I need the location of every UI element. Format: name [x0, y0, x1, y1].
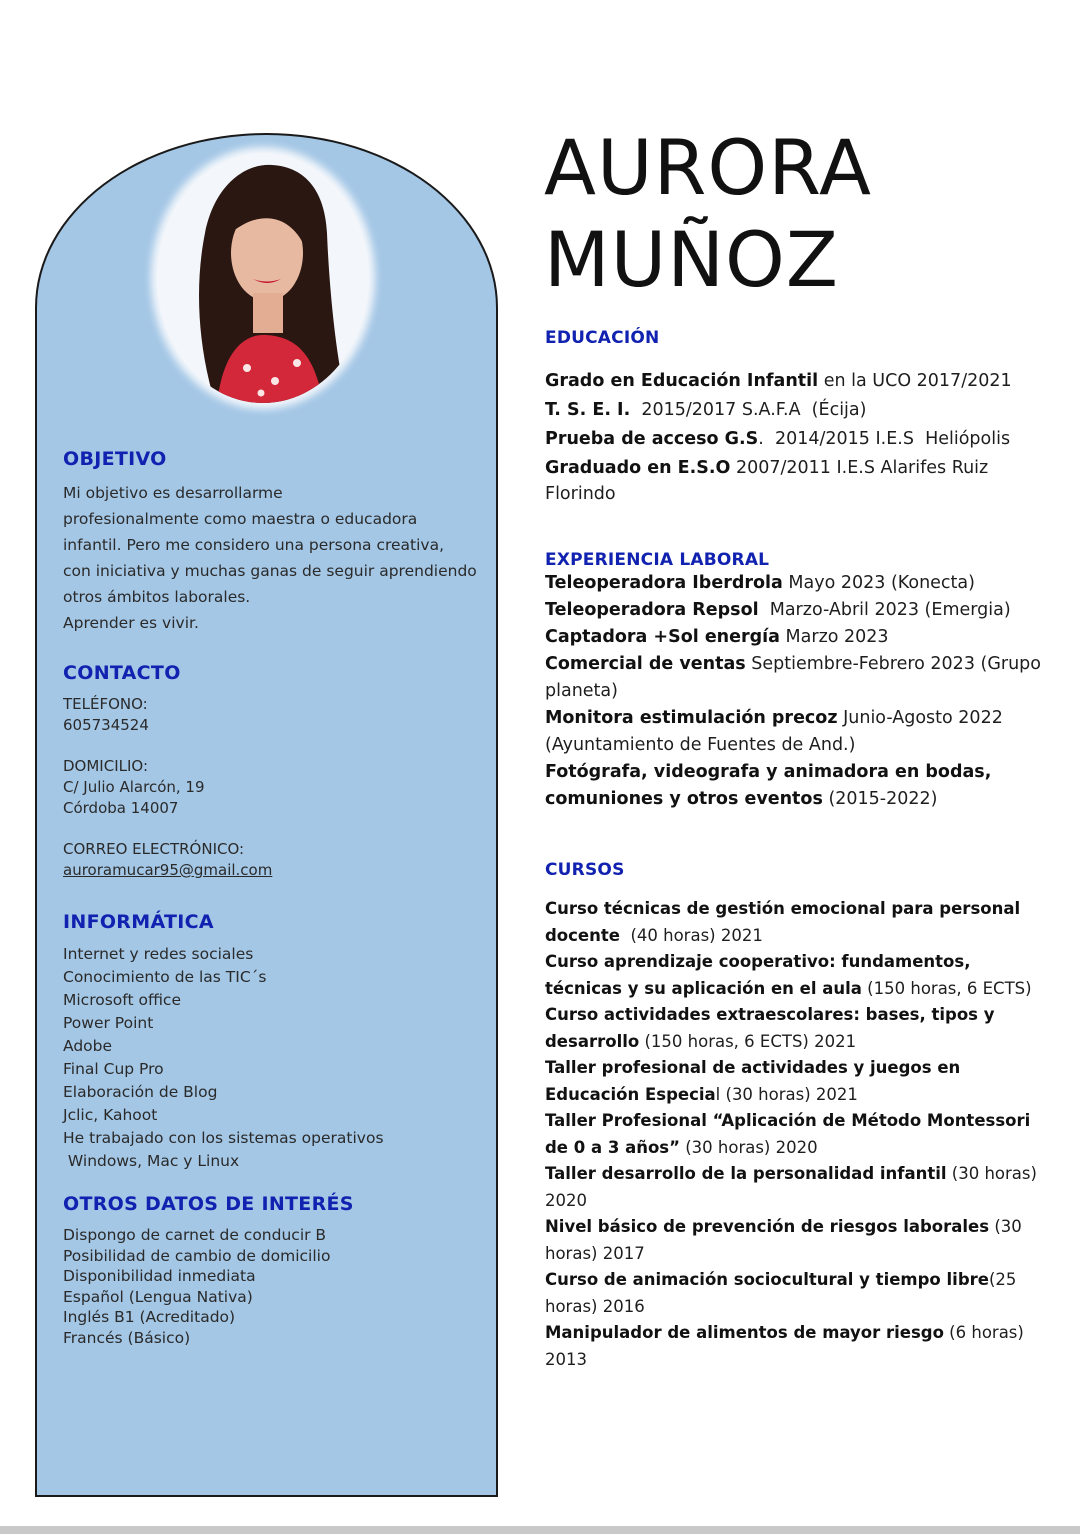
other-list	[63, 1225, 498, 1348]
course-item	[545, 1267, 1045, 1320]
sidebar-panel	[35, 133, 498, 1497]
email-block	[63, 839, 498, 881]
course-item	[545, 1055, 1045, 1108]
address-label: DOMICILIO:	[63, 757, 148, 775]
objective-line: con iniciativa y muchas ganas de seguir aprendiendo	[63, 562, 477, 580]
list-item: Dispongo de carnet de conducir B	[63, 1226, 327, 1244]
course-item-title: Manipulador de alimentos de mayor riesgo	[545, 1323, 944, 1342]
list-item: Internet y redes sociales	[63, 945, 254, 963]
education-item-title: T. S. E. I.	[545, 400, 631, 420]
experience-item-title: Comercial de ventas	[545, 654, 746, 674]
list-item: Adobe	[63, 1037, 113, 1055]
course-item-detail: (40 horas) 2021	[619, 925, 763, 945]
list-item: Francés (Básico)	[63, 1328, 191, 1347]
email-link[interactable]: auroramucar95@gmail.com	[63, 861, 273, 879]
list-item: Inglés B1 (Acreditado)	[63, 1308, 236, 1326]
list-item: Posibilidad de cambio de domicilio	[63, 1246, 331, 1265]
experience-item-title: Captadora +Sol energía	[545, 627, 780, 647]
experience-section	[545, 550, 1045, 813]
course-item-detail: (25 horas) 2016	[545, 1270, 1017, 1316]
email-label: CORREO ELECTRÓNICO:	[63, 840, 245, 858]
education-list	[545, 368, 1045, 507]
experience-item-title: Teleoperadora Iberdrola	[545, 573, 783, 593]
experience-item-title: Fotógrafa, videografa y animadora en bodas, comuniones y otros eventos	[545, 762, 992, 809]
objective-text	[63, 480, 498, 636]
list-item: Jclic, Kahoot	[63, 1106, 158, 1124]
course-item-title: Nivel básico de prevención de riesgos laborales	[545, 1217, 990, 1236]
name-last: MUÑOZ	[544, 215, 839, 304]
course-item-title: Curso aprendizaje cooperativo: fundamentos, técnicas y su aplicación en el aula	[545, 952, 971, 998]
experience-item-detail: Marzo 2023	[779, 627, 889, 647]
course-item-title: Curso de animación sociocultural y tiempo libre	[545, 1270, 989, 1289]
address-line: Córdoba 14007	[63, 799, 179, 817]
objective-heading: OBJETIVO	[63, 448, 167, 470]
experience-item	[545, 651, 1045, 705]
course-item	[545, 949, 1045, 1002]
experience-item-detail: Septiembre-Febrero 2023 (Grupo planeta)	[545, 654, 1041, 701]
education-item-detail: . 2014/2015 I.E.S Heliópolis	[758, 429, 1011, 449]
course-item	[545, 1214, 1045, 1267]
address-line: C/ Julio Alarcón, 19	[63, 778, 205, 796]
education-item	[545, 455, 1045, 507]
experience-item	[545, 624, 1045, 651]
candidate-name	[544, 122, 872, 306]
experience-list	[545, 570, 1045, 813]
other-heading: OTROS DATOS DE INTERÉS	[63, 1193, 354, 1215]
course-item-detail: l (30 horas) 2021	[715, 1084, 858, 1104]
profile-photo	[157, 153, 369, 403]
objective-line: Aprender es vivir.	[63, 614, 199, 632]
experience-item-detail: Marzo-Abril 2023 (Emergia)	[758, 600, 1011, 620]
education-item	[545, 368, 1045, 394]
it-list	[63, 943, 498, 1173]
phone-value: 605734524	[63, 716, 149, 734]
course-item-title: Taller Profesional “Aplicación de Método Montessori de 0 a 3 años”	[545, 1111, 1031, 1157]
it-heading: INFORMÁTICA	[63, 911, 214, 933]
page-bottom-divider	[0, 1526, 1080, 1534]
list-item: Windows, Mac y Linux	[63, 1152, 240, 1170]
address-block	[63, 756, 498, 819]
courses-list	[545, 896, 1045, 1373]
education-item-detail: 2015/2017 S.A.F.A (Écija)	[630, 400, 867, 420]
experience-item-detail: Junio-Agosto 2022 (Ayuntamiento de Fuentes de And.)	[545, 708, 1003, 755]
course-item	[545, 1002, 1045, 1055]
education-item-title: Graduado en E.S.O	[545, 458, 731, 478]
course-item-title: Taller desarrollo de la personalidad infantil	[545, 1164, 947, 1183]
list-item: Microsoft office	[63, 991, 181, 1009]
experience-item-detail: Mayo 2023 (Konecta)	[782, 573, 975, 593]
education-item-title: Prueba de acceso G.S	[545, 429, 759, 449]
course-item-detail: (30 horas) 2020	[679, 1137, 818, 1157]
course-item-title: Curso técnicas de gestión emocional para personal docente	[545, 899, 1021, 945]
education-item	[545, 426, 1045, 452]
list-item: Conocimiento de las TIC´s	[63, 968, 267, 986]
experience-heading: EXPERIENCIA LABORAL	[545, 550, 770, 570]
objective-line: otros ámbitos laborales.	[63, 588, 251, 606]
education-heading: EDUCACIÓN	[545, 328, 660, 348]
course-item-title: Taller profesional de actividades y juegos en Educación Especia	[545, 1058, 961, 1104]
list-item: Disponibilidad inmediata	[63, 1267, 256, 1285]
experience-item	[545, 570, 1045, 597]
list-item: Elaboración de Blog	[63, 1083, 218, 1101]
course-item-detail: (150 horas, 6 ECTS) 2021	[639, 1031, 857, 1051]
contact-heading: CONTACTO	[63, 662, 181, 684]
experience-item	[545, 759, 1045, 813]
course-item-detail: (6 horas) 2013	[545, 1323, 1024, 1369]
experience-item	[545, 597, 1045, 624]
phone-block	[63, 694, 498, 736]
course-item	[545, 1320, 1045, 1373]
sidebar-content	[63, 448, 498, 1348]
education-item-detail: 2007/2011 I.E.S Alarifes Ruiz Florindo	[545, 458, 989, 504]
list-item: He trabajado con los sistemas operativos	[63, 1129, 384, 1147]
list-item: Final Cup Pro	[63, 1060, 164, 1078]
course-item-detail: (30 horas) 2020	[545, 1164, 1037, 1210]
course-item	[545, 896, 1045, 949]
course-item	[545, 1161, 1045, 1214]
objective-line: infantil. Pero me considero una persona creativa,	[63, 536, 445, 554]
objective-line: Mi objetivo es desarrollarme	[63, 484, 283, 502]
objective-line: profesionalmente como maestra o educadora	[63, 510, 418, 528]
course-item-detail: (30 horas) 2017	[545, 1217, 1022, 1263]
experience-item	[545, 705, 1045, 759]
education-item-detail: en la UCO 2017/2021	[818, 371, 1012, 391]
course-item-title: Curso actividades extraescolares: bases, tipos y desarrollo	[545, 1005, 995, 1051]
experience-item-title: Monitora estimulación precoz	[545, 708, 838, 728]
name-first: AURORA	[544, 123, 872, 212]
experience-item-detail: (2015-2022)	[822, 789, 938, 809]
course-item-detail: (150 horas, 6 ECTS)	[861, 978, 1032, 998]
experience-item-title: Teleoperadora Repsol	[545, 600, 759, 620]
list-item: Power Point	[63, 1014, 154, 1032]
education-section	[545, 328, 1045, 510]
education-item	[545, 397, 1045, 423]
courses-heading: CURSOS	[545, 860, 625, 880]
courses-section	[545, 860, 1045, 1373]
list-item: Español (Lengua Nativa)	[63, 1287, 253, 1306]
phone-label: TELÉFONO:	[63, 695, 148, 713]
course-item	[545, 1108, 1045, 1161]
education-item-title: Grado en Educación Infantil	[545, 371, 819, 391]
portrait-illustration	[157, 153, 369, 403]
